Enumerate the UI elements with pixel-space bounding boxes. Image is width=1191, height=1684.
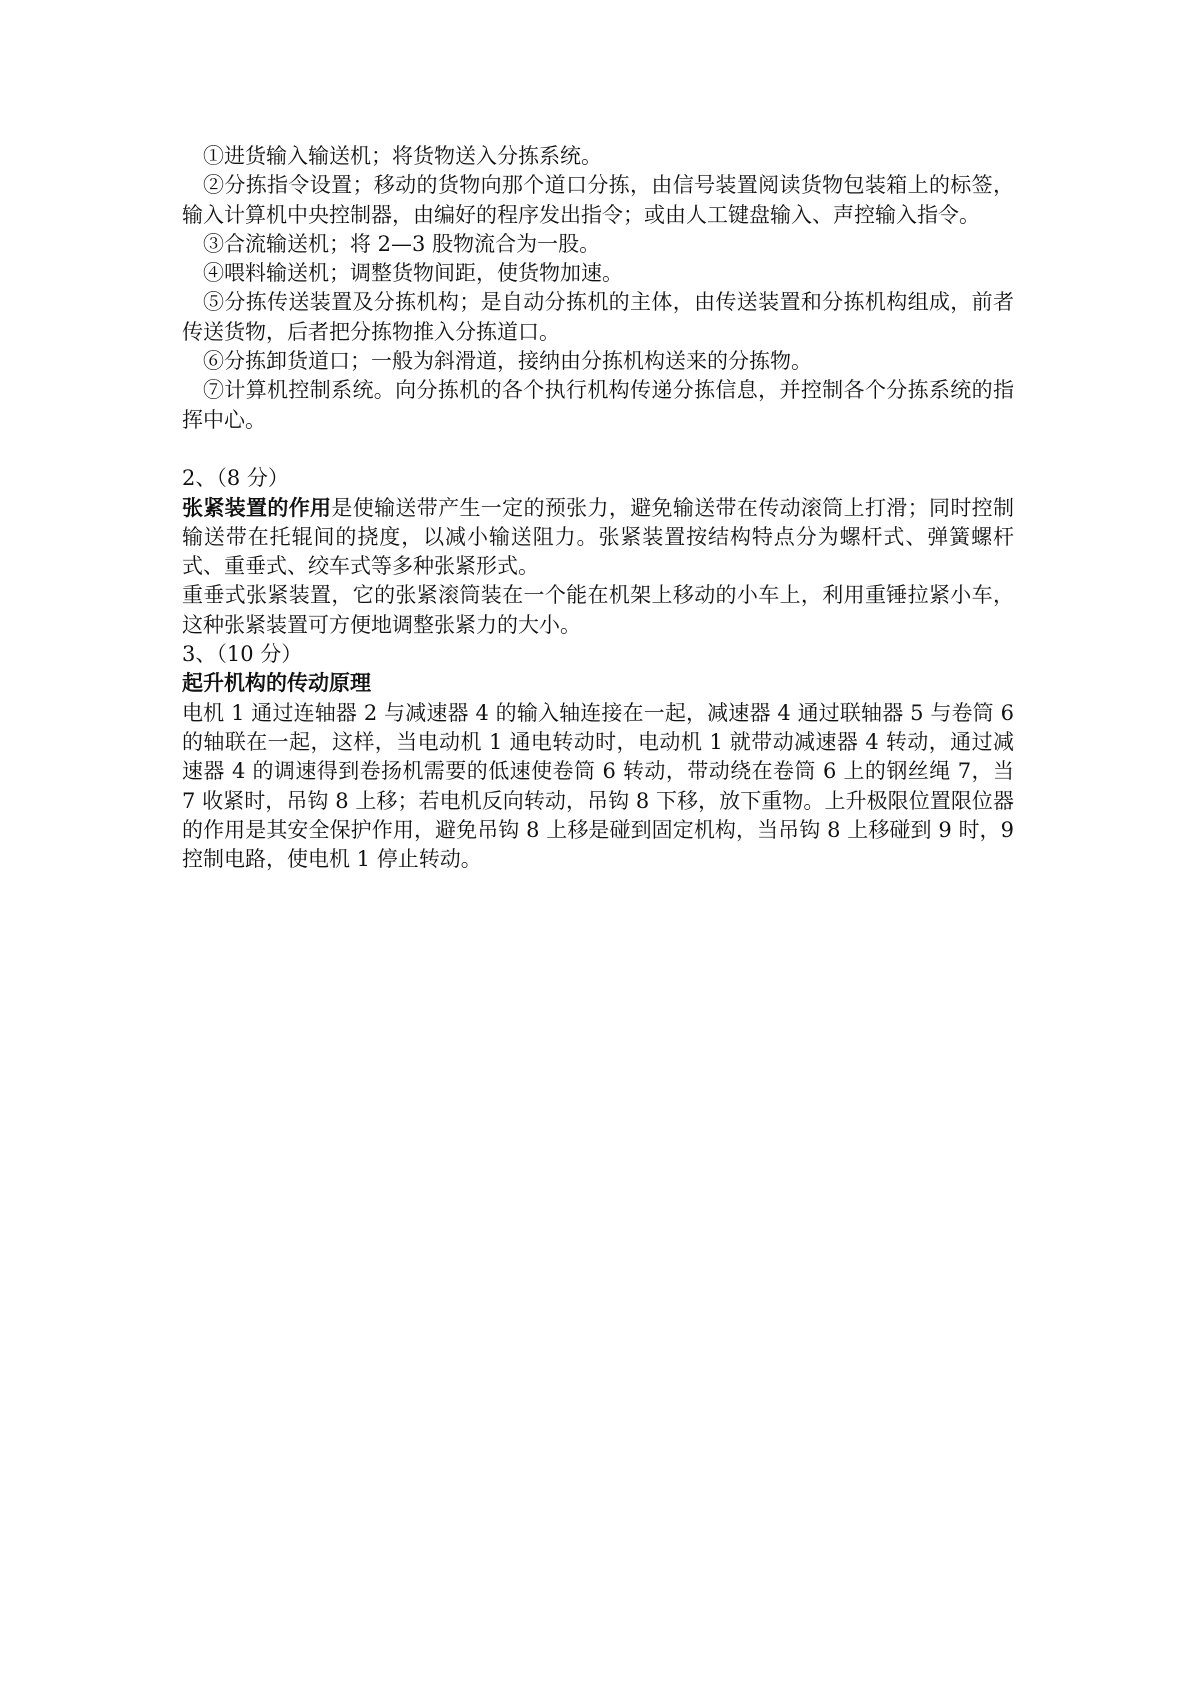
paragraph-text: 是使输送带产生一定的预张力，避免输送带在传动滚筒上打滑；同时控制输送带在托辊间的挠度，以减小输送阻力。张紧装置按结构特点分为螺杆式、弹簧螺杆式、重垂式、绞车式等多种张紧形式。 — [182, 495, 1015, 579]
list-item: ⑦计算机控制系统。向分拣机的各个执行机构传递分拣信息，并控制各个分拣系统的指挥中心。 — [182, 378, 1014, 432]
question-heading: 3、（10 分） — [182, 642, 303, 667]
hoisting-mechanism-answer — [182, 640, 1014, 874]
list-item: ④喂料输送机；调整货物间距，使货物加速。 — [203, 261, 623, 286]
sorting-system-components — [182, 142, 1014, 435]
answer-paragraph: 重垂式张紧装置，它的张紧滚筒装在一个能在机架上移动的小车上，利用重锤拉紧小车，这种张紧装置可方便地调整张紧力的大小。 — [182, 583, 1014, 637]
key-term: 张紧装置的作用 — [182, 495, 332, 520]
blank-line — [182, 435, 1014, 464]
document-body — [182, 142, 1014, 874]
tensioning-device-answer — [182, 464, 1014, 640]
list-item: ③合流输送机；将 2—3 股物流合为一股。 — [203, 231, 601, 256]
list-item: ①进货输入输送机；将货物送入分拣系统。 — [203, 144, 602, 168]
list-item: ②分拣指令设置；移动的货物向那个道口分拣，由信号装置阅读货物包装箱上的标签，输入计算机中央控制器，由编好的程序发出指令；或由人工键盘输入、声控输入指令。 — [182, 173, 1014, 227]
answer-paragraph: 电机 1 通过连轴器 2 与减速器 4 的输入轴连接在一起，减速器 4 通过联轴器 5 与卷筒 6 的轴联在一起，这样，当电动机 1 通电转动时，电动机 1 就带动减速器 4 转动，通过减速器 4 的调速得到卷扬机需要的低速使卷筒 6 转动，带动绕在卷筒 6 上的钢丝绳 7，当 7 收紧时，吊钩 8 上移；若电机反向转动，吊钩 8 下移，放下重物。上升极限位置限位器的作用是其安全保护作用，避免吊钩 8 上移是碰到固定机构，当吊钩 8 上移碰到 9 时，9 控制电路，使电机 1 停止转动。 — [182, 700, 1014, 872]
section-title: 起升机构的传动原理 — [182, 671, 371, 696]
question-heading: 2、（8 分） — [182, 466, 289, 491]
answer-paragraph — [182, 494, 1014, 582]
list-item: ⑤分拣传送装置及分拣机构；是自动分拣机的主体，由传送装置和分拣机构组成，前者传送货物，后者把分拣物推入分拣道口。 — [182, 290, 1014, 344]
list-item: ⑥分拣卸货道口；一般为斜滑道，接纳由分拣机构送来的分拣物。 — [203, 349, 812, 374]
